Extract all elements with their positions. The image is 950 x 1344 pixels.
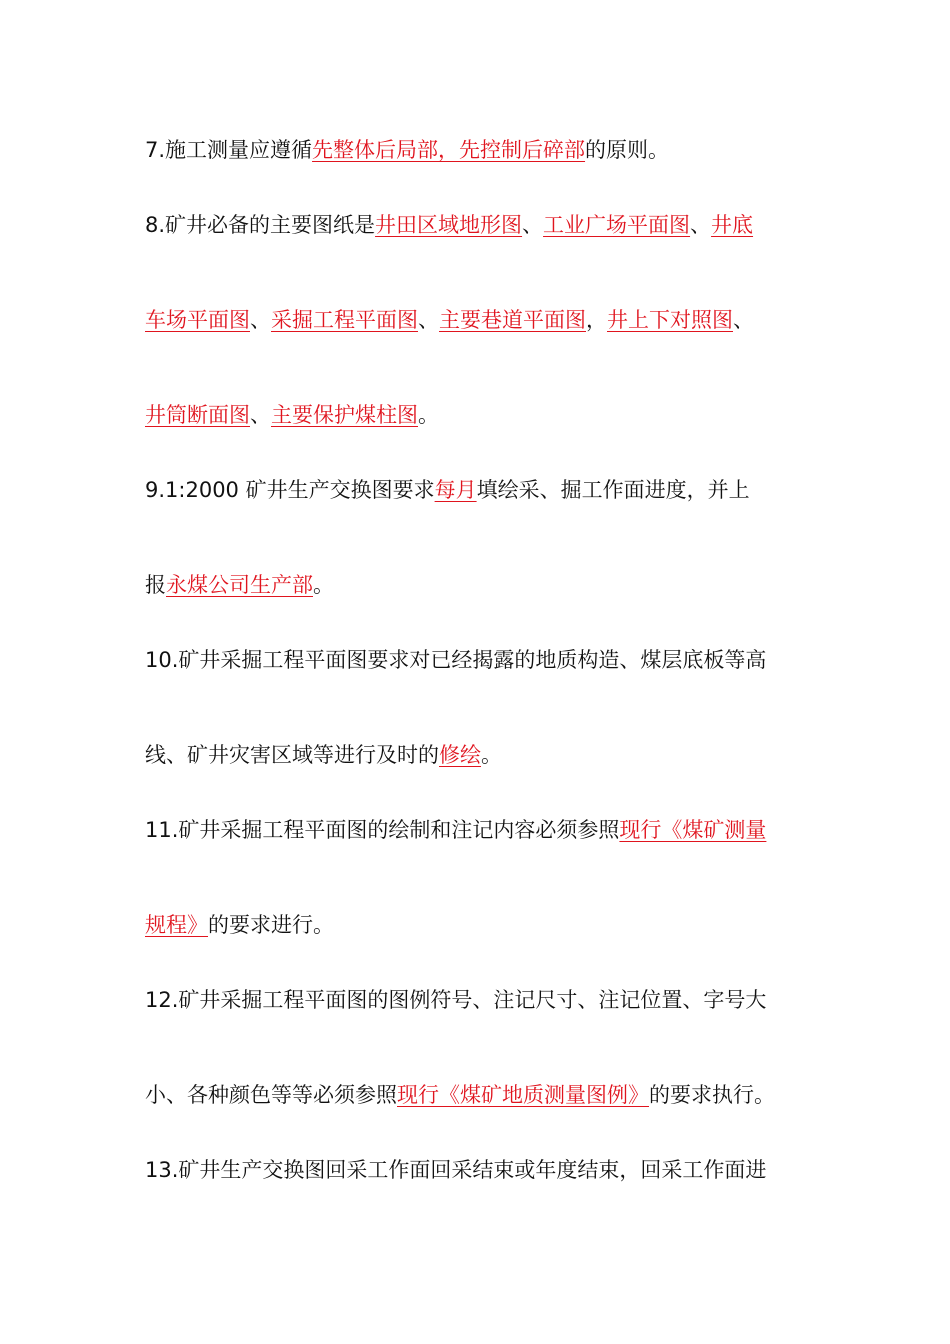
text-segment: 、	[418, 308, 439, 332]
text-segment: 。	[481, 743, 502, 767]
item-12-line-1	[145, 983, 815, 1017]
text-segment: 报	[145, 573, 166, 597]
text-segment: 11.矿井采掘工程平面图的绘制和注记内容必须参照	[145, 818, 620, 842]
text-segment: 的要求进行。	[208, 913, 334, 937]
answer-blank: 现行《煤矿地质测量图例》	[397, 1083, 649, 1107]
text-segment: 、	[522, 213, 544, 237]
text-segment: 7.施工测量应遵循	[145, 138, 313, 162]
text-segment: 10.矿井采掘工程平面图要求对已经揭露的地质构造、煤层底板等高	[145, 648, 767, 672]
text-segment: 。	[313, 573, 334, 597]
text-segment: 、	[250, 308, 271, 332]
text-segment: 8.矿井必备的主要图纸是	[145, 213, 376, 237]
answer-blank: 车场平面图	[145, 308, 250, 332]
answer-blank: 修绘	[439, 743, 481, 767]
item-12-line-2	[145, 1078, 815, 1112]
answer-blank: 永煤公司生产部	[166, 573, 313, 597]
answer-blank: 先整体后局部，先控制后碎部	[312, 138, 586, 162]
item-11-line-2	[145, 908, 815, 942]
item-8-line-1	[145, 208, 815, 242]
answer-blank: 井筒断面图	[145, 403, 250, 427]
text-segment: 。	[418, 403, 439, 427]
item-7-line-1	[145, 133, 815, 167]
answer-blank: 规程》	[145, 913, 208, 937]
answer-blank: 主要巷道平面图	[439, 308, 586, 332]
text-segment: ，	[586, 308, 607, 332]
text-segment: 小、各种颜色等等必须参照	[145, 1083, 397, 1107]
item-13-line-1	[145, 1153, 815, 1187]
item-8-line-3	[145, 398, 815, 432]
text-segment: 、	[250, 403, 271, 427]
text-segment: 的要求执行。	[649, 1083, 775, 1107]
answer-blank: 井上下对照图	[607, 308, 733, 332]
item-11-line-1	[145, 813, 815, 847]
text-segment: 9.1:2000 矿井生产交换图要求	[145, 478, 435, 502]
text-segment: 12.矿井采掘工程平面图的图例符号、注记尺寸、注记位置、字号大	[145, 988, 767, 1012]
item-10-line-1	[145, 643, 815, 677]
answer-blank: 采掘工程平面图	[271, 308, 418, 332]
text-segment: 13.矿井生产交换图回采工作面回采结束或年度结束，回采工作面进	[145, 1158, 767, 1182]
answer-blank: 井底	[711, 213, 754, 237]
item-8-line-2	[145, 303, 815, 337]
text-segment: 、	[733, 308, 754, 332]
text-segment: 的原则。	[585, 138, 670, 162]
answer-blank: 现行《煤矿测量	[619, 818, 767, 842]
answer-blank: 每月	[434, 478, 477, 502]
answer-blank: 主要保护煤柱图	[271, 403, 418, 427]
item-9-line-1	[145, 473, 815, 507]
item-9-line-2	[145, 568, 815, 602]
answer-blank: 井田区域地形图	[375, 213, 523, 237]
item-10-line-2	[145, 738, 815, 772]
text-segment: 、	[690, 213, 712, 237]
answer-blank: 工业广场平面图	[543, 213, 691, 237]
text-segment: 线、矿井灾害区域等进行及时的	[145, 743, 439, 767]
text-segment: 填绘采、掘工作面进度，并上	[476, 478, 750, 502]
